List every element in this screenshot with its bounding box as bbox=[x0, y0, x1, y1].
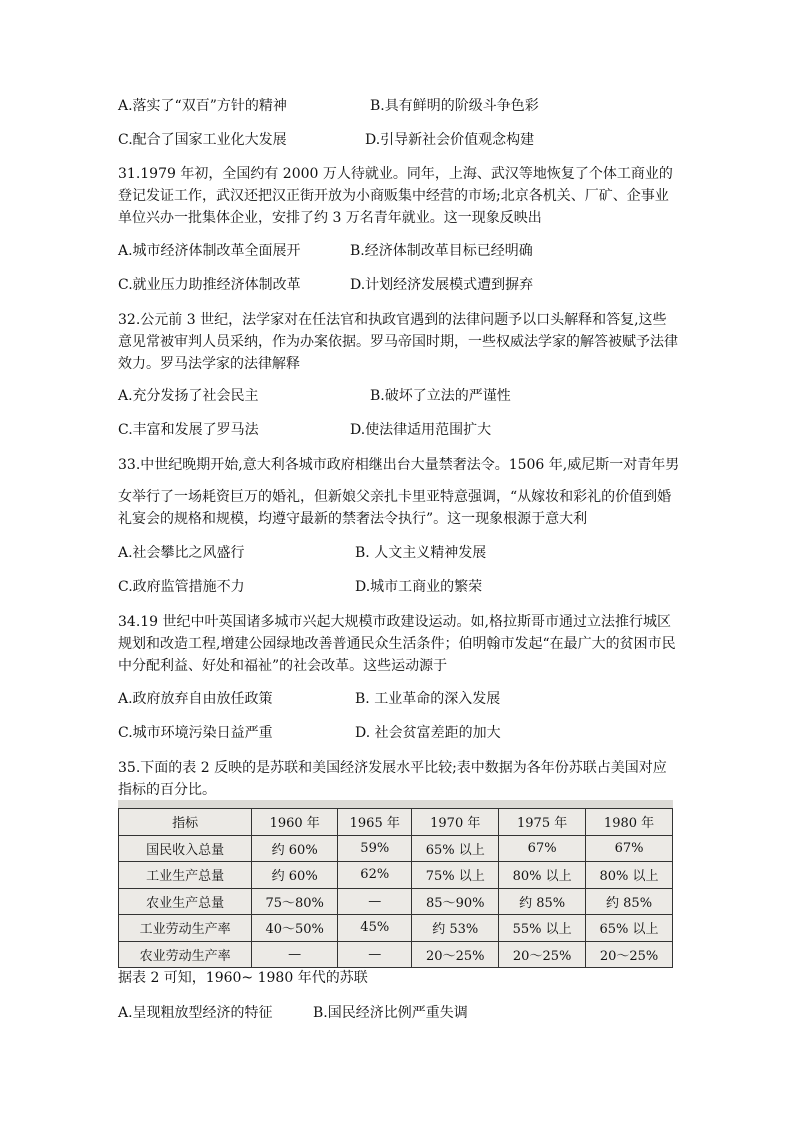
table-cell: 45% bbox=[338, 915, 412, 942]
table-cell: 国民收入总量 bbox=[119, 835, 252, 862]
table-cell: 工业生产总量 bbox=[119, 862, 252, 889]
table-cell: 75～80% bbox=[252, 888, 338, 915]
table-header-cell: 1965 年 bbox=[338, 809, 412, 836]
q34-option-b[interactable]: B. 工业革命的深入发展 bbox=[355, 691, 501, 707]
table-row bbox=[119, 915, 673, 942]
q33-stem-rest: 女举行了一场耗资巨万的婚礼，但新娘父亲扎卡里亚特意强调，“从嫁妆和彩礼的价值到婚礼宴会的规格和规模，均遵守最新的禁奢法令执行”。这一现象根源于意大利 bbox=[118, 489, 672, 527]
table-cell: 约 60% bbox=[252, 835, 338, 862]
scan-strip bbox=[118, 800, 673, 808]
table-cell: — bbox=[338, 941, 412, 968]
table-header-cell: 1980 年 bbox=[586, 809, 673, 836]
q30-option-d[interactable]: D.引导新社会价值观念构建 bbox=[365, 132, 535, 148]
q32-option-c[interactable]: C.丰富和发展了罗马法 bbox=[118, 422, 259, 438]
table-header-row bbox=[119, 809, 673, 836]
q31-option-c[interactable]: C.就业压力助推经济体制改革 bbox=[118, 277, 301, 293]
table-cell: 55% 以上 bbox=[499, 915, 586, 942]
q33-option-c[interactable]: C.政府监管措施不力 bbox=[118, 579, 245, 595]
table-cell: 67% bbox=[499, 835, 586, 862]
q33-option-a[interactable]: A.社会攀比之风盛行 bbox=[118, 545, 245, 561]
table-cell: 20～25% bbox=[412, 941, 499, 968]
q32-option-b[interactable]: B.破坏了立法的严谨性 bbox=[370, 388, 511, 404]
table-header-cell: 指标 bbox=[119, 809, 252, 836]
table-row bbox=[119, 888, 673, 915]
q35-option-b[interactable]: B.国民经济比例严重失调 bbox=[313, 1005, 468, 1021]
q30-option-b[interactable]: B.具有鲜明的阶级斗争色彩 bbox=[370, 98, 539, 114]
q34-option-d[interactable]: D. 社会贫富差距的加大 bbox=[355, 725, 501, 741]
table-cell: 约 60% bbox=[252, 862, 338, 889]
table-cell: — bbox=[252, 941, 338, 968]
table-cell: 80% 以上 bbox=[499, 862, 586, 889]
q32-option-a[interactable]: A.充分发扬了社会民主 bbox=[118, 388, 259, 404]
table-cell: 59% bbox=[338, 835, 412, 862]
table-cell: 工业劳动生产率 bbox=[119, 915, 252, 942]
q35-after-table: 据表 2 可知，1960~ 1980 年代的苏联 bbox=[118, 970, 368, 986]
table-cell: 40～50% bbox=[252, 915, 338, 942]
table-cell: 62% bbox=[338, 862, 412, 889]
table-cell: 约 85% bbox=[586, 888, 673, 915]
q34-stem: 34.19 世纪中叶英国诸多城市兴起大规模市政建设运动。如,格拉斯哥市通过立法推行城区规划和改造工程,增建公园绿地改善普通民众生活条件；伯明翰市发起“在最广大的贫困市民中分配利益、好处和福祉”的社会改革。这些运动源于 bbox=[118, 614, 676, 674]
q33-option-d[interactable]: D.城市工商业的繁荣 bbox=[355, 579, 483, 595]
q32-option-d[interactable]: D.使法律适用范围扩大 bbox=[350, 422, 492, 438]
q33-stem-line1: 33.中世纪晚期开始,意大利各城市政府相继出台大量禁奢法令。1506 年,威尼斯一对青年男 bbox=[118, 457, 680, 473]
table-cell: 约 85% bbox=[499, 888, 586, 915]
q34-option-a[interactable]: A.政府放弃自由放任政策 bbox=[118, 691, 273, 707]
q34-option-c[interactable]: C.城市环境污染日益严重 bbox=[118, 725, 273, 741]
table-cell: 农业劳动生产率 bbox=[119, 941, 252, 968]
table-cell: 农业生产总量 bbox=[119, 888, 252, 915]
q31-stem: 31.1979 年初，全国约有 2000 万人待就业。同年，上海、武汉等地恢复了个体工商业的登记发证工作，武汉还把汉正街开放为小商贩集中经营的市场;北京各机关、厂矿、企事业单位兴办一批集体企业，安排了约 3 万名青年就业。这一现象反映出 bbox=[118, 166, 673, 226]
table-cell: 20～25% bbox=[499, 941, 586, 968]
q35-option-a[interactable]: A.呈现粗放型经济的特征 bbox=[118, 1005, 273, 1021]
q32-stem: 32.公元前 3 世纪，法学家对在任法官和执政官遇到的法律问题予以口头解释和答复,这些意见常被审判人员采纳，作为办案依据。罗马帝国时期，一些权威法学家的解答被赋予法律效力。罗马法学家的法律解释 bbox=[118, 312, 678, 372]
table-cell: 20～25% bbox=[586, 941, 673, 968]
q31-option-d[interactable]: D.计划经济发展模式遭到摒弃 bbox=[350, 277, 534, 293]
table-cell: 65% 以上 bbox=[412, 835, 499, 862]
table-row bbox=[119, 862, 673, 889]
soviet-us-comparison-table bbox=[118, 808, 673, 968]
q31-option-a[interactable]: A.城市经济体制改革全面展开 bbox=[118, 243, 301, 259]
table-cell: 80% 以上 bbox=[586, 862, 673, 889]
table-row bbox=[119, 835, 673, 862]
table-cell: 67% bbox=[586, 835, 673, 862]
table-header-cell: 1970 年 bbox=[412, 809, 499, 836]
table-row bbox=[119, 941, 673, 968]
table-cell: 75% 以上 bbox=[412, 862, 499, 889]
q33-option-b[interactable]: B. 人文主义精神发展 bbox=[355, 545, 487, 561]
table-cell: 约 53% bbox=[412, 915, 499, 942]
q35-stem: 35.下面的表 2 反映的是苏联和美国经济发展水平比较;表中数据为各年份苏联占美国对应指标的百分比。 bbox=[118, 760, 667, 798]
table-cell: 85～90% bbox=[412, 888, 499, 915]
table-cell: 65% 以上 bbox=[586, 915, 673, 942]
table-header-cell: 1960 年 bbox=[252, 809, 338, 836]
q30-option-c[interactable]: C.配合了国家工业化大发展 bbox=[118, 132, 287, 148]
table-header-cell: 1975 年 bbox=[499, 809, 586, 836]
table-cell: — bbox=[338, 888, 412, 915]
q30-option-a[interactable]: A.落实了“双百”方针的精神 bbox=[118, 98, 287, 114]
q31-option-b[interactable]: B.经济体制改革目标已经明确 bbox=[350, 243, 533, 259]
